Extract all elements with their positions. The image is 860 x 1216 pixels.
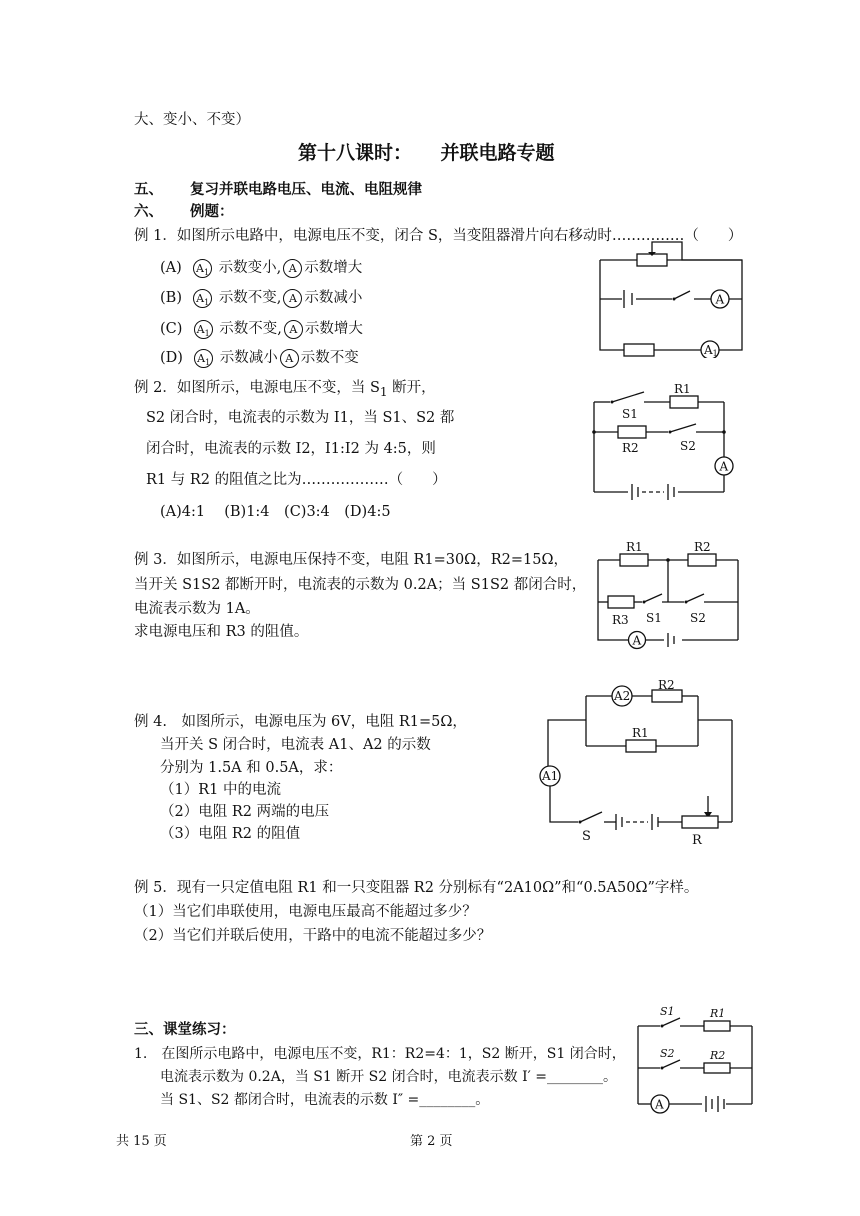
ex5-q2: （2）当它们并联后使用，干路中的电流不能超过多少？ — [134, 928, 492, 944]
section6-num: 六、 — [134, 204, 163, 220]
p1-line2: 电流表示数为 0.2A，当 S1 断开 S2 闭合时，电流表示数 I′ =________。 — [160, 1069, 617, 1085]
ex4-label-r2: R2 — [658, 678, 675, 692]
ex2-line2: S2 闭合时，电流表的示数为 I1，当 S1、S2 都 — [146, 410, 455, 426]
ex2-resistor-r2-icon — [618, 426, 646, 438]
ex3-circuit-diagram — [594, 540, 744, 654]
ex4-label-r1: R1 — [632, 726, 649, 740]
ex3-resistor-r3-icon — [608, 596, 634, 608]
ex2-label-s2: S2 — [680, 439, 696, 453]
p1-line3: 当 S1、S2 都闭合时，电流表的示数 I″ =________。 — [160, 1092, 490, 1108]
ammeter-a1-icon: $A_1$ — [193, 289, 212, 308]
ex4-resistor-r1-icon — [626, 740, 656, 752]
ammeter-a-icon: A — [284, 320, 303, 339]
ex4-q2: （2）电阻 R2 两端的电压 — [160, 804, 330, 820]
ex1-option-label: (A) — [160, 260, 182, 276]
section5-text: 复习并联电路电压、电流、电阻规律 — [190, 182, 422, 198]
top-fragment: 大、变小、不变） — [134, 112, 250, 128]
ex1-circuit-diagram — [592, 238, 760, 358]
ex3-line2: 当开关 S1S2 都断开时，电流表的示数为 0.2A；当 S1S2 都闭合时， — [134, 577, 587, 593]
ex1-ammeter1-label: A1 — [704, 343, 718, 358]
ex2-switch-s1-icon — [612, 392, 644, 402]
ex4-line3: 分别为 1.5A 和 0.5A，求： — [160, 760, 343, 776]
footer-page-number: 第 2 页 — [410, 1134, 453, 1149]
ex2-l1-sub: 1 — [379, 384, 388, 399]
ex4-line2: 当开关 S 闭合时，电流表 A1、A2 的示数 — [160, 737, 431, 753]
p1-circuit-diagram — [632, 1004, 762, 1114]
ex4-rheostat-icon — [682, 816, 718, 828]
ex2-label-r2: R2 — [622, 441, 639, 455]
ex4-label-r: R — [692, 833, 702, 848]
ex1-option-text1: 示数变小, — [218, 260, 282, 276]
page-title: 第十八课时： 并联电路专题 — [298, 142, 555, 164]
ex2-resistor-r1-icon — [670, 396, 698, 408]
ex4-q1: （1）R1 中的电流 — [160, 782, 281, 798]
ex4-circuit-diagram — [536, 672, 746, 852]
ex1-option — [160, 256, 362, 278]
ex3-switch-s1-icon — [644, 594, 662, 602]
ex1-option-text2: 示数不变 — [300, 350, 359, 366]
ex3-line3: 电流表示数为 1A。 — [134, 601, 260, 617]
ex1-option — [160, 286, 362, 308]
ammeter-a-icon: A — [280, 349, 299, 368]
ex2-choices: (A)4:1 (B)1:4 (C)3:4 (D)4:5 — [160, 504, 391, 520]
ex3-label-s1: S1 — [646, 611, 662, 625]
ex1-option-text2: 示数减小 — [304, 290, 363, 306]
ex1-ammeter-label: A — [715, 292, 725, 307]
ex3-resistor-r2-icon — [688, 554, 716, 566]
ex3-resistor-r1-icon — [620, 554, 648, 566]
ex3-label-r3: R3 — [612, 613, 629, 627]
ex4-q3: （3）电阻 R2 的阻值 — [160, 826, 301, 842]
ex1-option-label: (B) — [160, 290, 182, 306]
ammeter-a-icon: A — [283, 289, 302, 308]
ex1-option — [160, 317, 363, 339]
ex1-option-text1: 示数不变, — [219, 321, 282, 337]
ex4-switch-icon — [580, 812, 602, 822]
ex3-label-r1: R1 — [626, 540, 643, 554]
p1-ammeter-label: A — [655, 1097, 664, 1112]
p1-label-r2: R2 — [710, 1049, 726, 1062]
ex1-stem: 例 1．如图所示电路中，电源电压不变，闭合 S，当变阻器滑片向右移动时……………（ ） — [134, 228, 743, 244]
ex2-label-r1: R1 — [674, 382, 691, 396]
ex3-ammeter-label: A — [632, 633, 642, 648]
ex3-label-r2: R2 — [694, 540, 711, 554]
ex4-label-a1: A1 — [542, 769, 559, 783]
p1-label-s2: S2 — [660, 1047, 675, 1060]
ammeter-a1-icon: $A_1$ — [194, 349, 213, 368]
ammeter-a1-icon: $A_1$ — [193, 259, 212, 278]
p1-switch-s2-icon — [662, 1060, 680, 1068]
ex3-line1: 例 3．如图所示，电源电压保持不变，电阻 R1=30Ω，R2=15Ω， — [134, 552, 568, 568]
ex5-q1: （1）当它们串联使用，电源电压最高不能超过多少？ — [134, 904, 477, 920]
ex1-option-text1: 示数减小 — [219, 350, 278, 366]
ex1-resistor-icon — [624, 344, 654, 356]
ex5-line1: 例 5．现有一只定值电阻 R1 和一只变阻器 R2 分别标有“2A10Ω”和“0.5A50Ω”字样。 — [134, 880, 699, 896]
ex1-option-text1: 示数不变, — [218, 290, 282, 306]
ex2-ammeter-label: A — [719, 459, 729, 474]
p1-label-r1: R1 — [710, 1007, 726, 1020]
ex1-option-text2: 示数增大 — [304, 321, 363, 337]
ex2-switch-s2-icon — [670, 424, 696, 432]
ex3-label-s2: S2 — [690, 611, 706, 625]
ex2-l1-end: 断开， — [387, 380, 436, 396]
p1-label-s1: S1 — [660, 1005, 675, 1018]
ex1-option-label: (D) — [160, 350, 183, 366]
p1-resistor-r2-icon — [704, 1063, 730, 1073]
p1-switch-s1-icon — [662, 1018, 680, 1026]
section6-text: 例题： — [190, 204, 234, 220]
section3-heading: 三、课堂练习： — [134, 1022, 236, 1038]
ex2-line1 — [134, 376, 436, 399]
p1-line1: 1. 在图所示电路中，电源电压不变，R1：R2=4：1，S2 断开，S1 闭合时， — [134, 1046, 626, 1062]
ex2-line3: 闭合时，电流表的示数 I2，I1:I2 为 4:5，则 — [146, 441, 436, 457]
ex1-option — [160, 346, 359, 368]
footer-total-pages: 共 15 页 — [116, 1134, 167, 1149]
ex2-line4: R1 与 R2 的阻值之比为………………（ ） — [146, 472, 447, 488]
ex3-line4: 求电源电压和 R3 的阻值。 — [134, 624, 309, 640]
ex4-label-s: S — [582, 829, 591, 844]
ex1-option-text2: 示数增大 — [304, 260, 363, 276]
ex2-circuit-diagram — [584, 380, 746, 514]
ex2-label-s1: S1 — [622, 407, 638, 421]
p1-resistor-r1-icon — [704, 1021, 730, 1031]
ex4-line1: 例 4. 如图所示，电源电压为 6V，电阻 R1=5Ω， — [134, 714, 467, 730]
section5-num: 五、 — [134, 182, 163, 198]
ex2-l1: 例 2．如图所示，电源电压不变，当 S — [134, 380, 380, 396]
ammeter-a1-icon: $A_1$ — [194, 320, 213, 339]
ex4-label-a2: A2 — [614, 689, 631, 703]
ex1-option-label: (C) — [160, 321, 183, 337]
ammeter-a-icon: A — [283, 259, 302, 278]
ex3-switch-s2-icon — [686, 594, 704, 602]
